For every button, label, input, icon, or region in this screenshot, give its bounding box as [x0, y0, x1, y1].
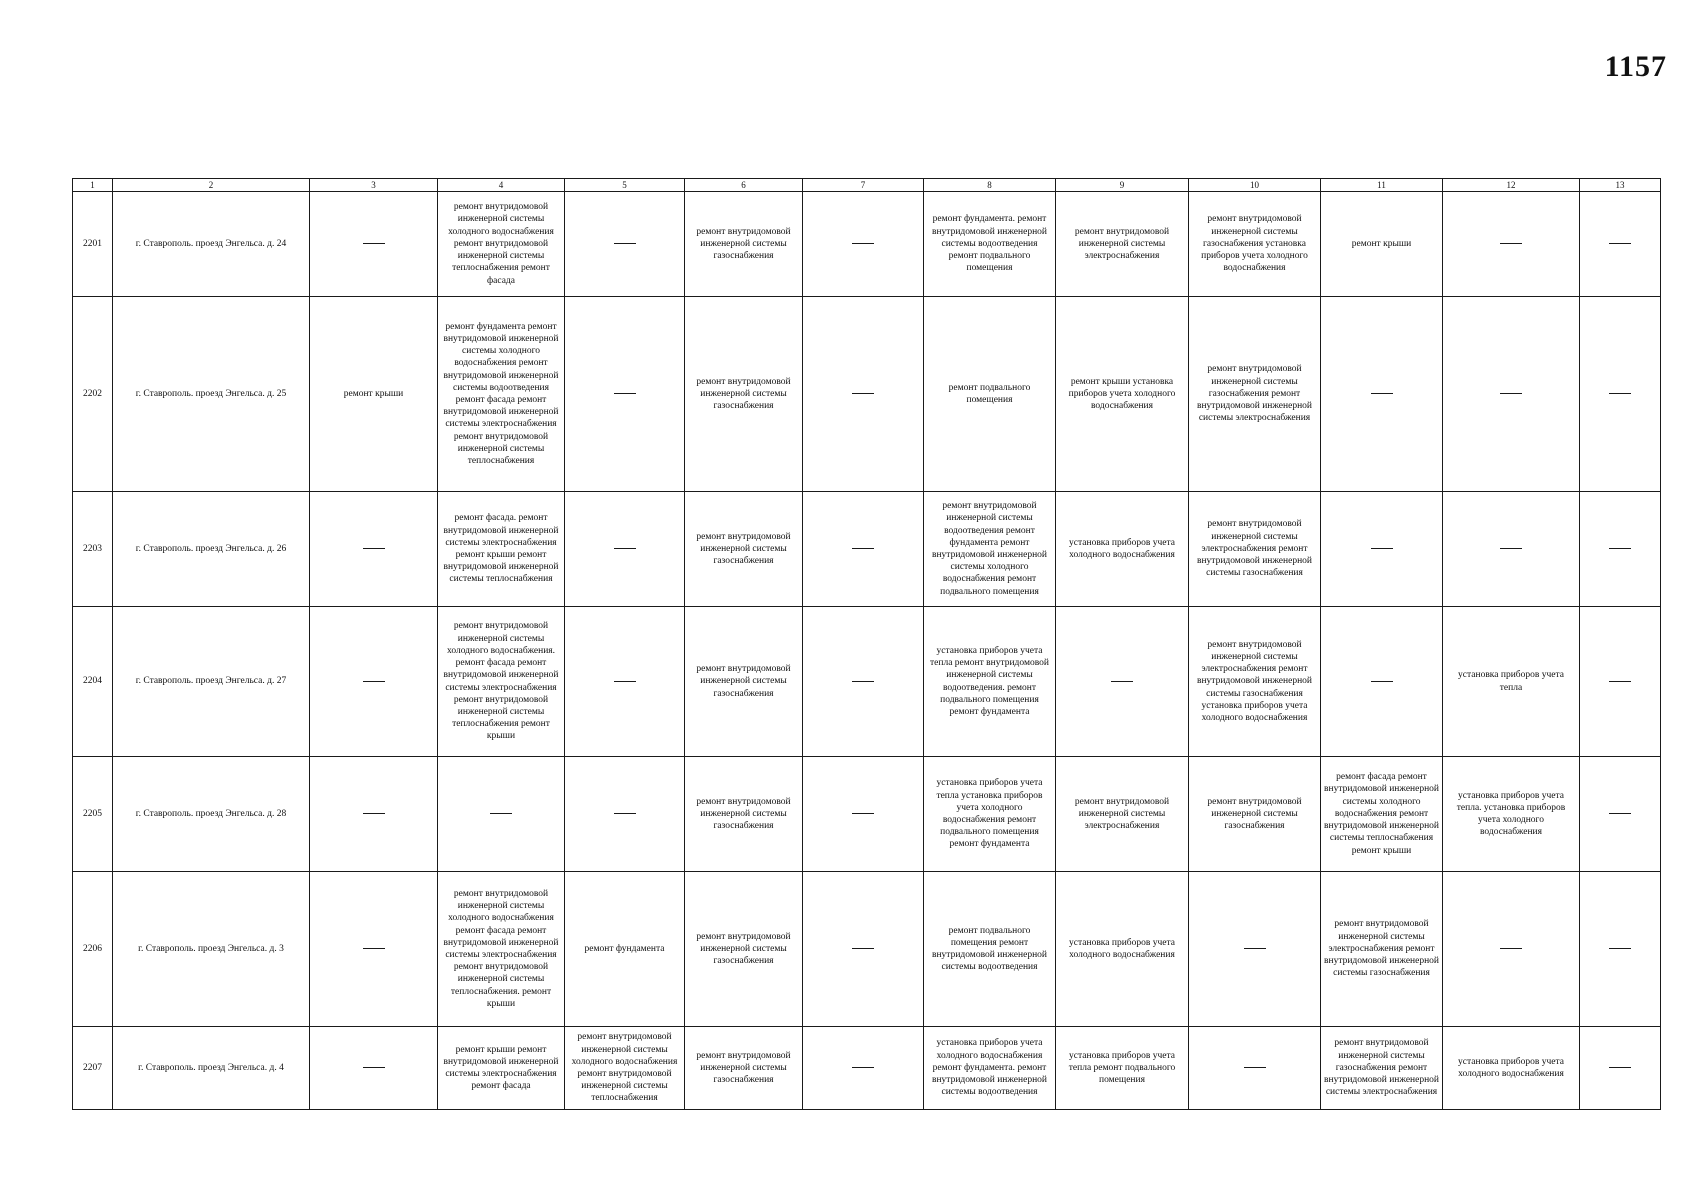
address-cell: г. Ставрополь. проезд Энгельса. д. 26 [113, 492, 310, 607]
empty-cell [310, 492, 438, 607]
work-type-cell: ремонт внутридомовой инженерной системы электроснабжения [1056, 757, 1189, 872]
work-type-cell: ремонт фундамента [565, 872, 685, 1027]
column-number-2: 2 [113, 179, 310, 192]
empty-cell [565, 757, 685, 872]
empty-cell [1321, 297, 1443, 492]
page-number: 1157 [1604, 50, 1667, 83]
dash-mark [614, 243, 636, 244]
empty-cell [565, 607, 685, 757]
address-cell: г. Ставрополь. проезд Энгельса. д. 27 [113, 607, 310, 757]
empty-cell [1580, 492, 1661, 607]
column-number-6: 6 [685, 179, 803, 192]
table-row [73, 607, 1661, 757]
table-row [73, 872, 1661, 1027]
work-type-cell: ремонт внутридомовой инженерной системы газоснабжения [685, 1027, 803, 1110]
work-type-cell: ремонт фасада. ремонт внутридомовой инженерной системы электроснабжения ремонт крыши ремонт внутридомовой инженерной системы теплоснабжения [438, 492, 565, 607]
empty-cell [310, 872, 438, 1027]
dash-mark [1609, 548, 1631, 549]
column-number-13: 13 [1580, 179, 1661, 192]
empty-cell [803, 297, 924, 492]
row-number: 2204 [73, 607, 113, 757]
work-type-cell: ремонт внутридомовой инженерной системы газоснабжения [1189, 757, 1321, 872]
empty-cell [1580, 607, 1661, 757]
empty-cell [1443, 192, 1580, 297]
dash-mark [852, 813, 874, 814]
column-number-row [73, 179, 1661, 192]
empty-cell [803, 492, 924, 607]
work-type-cell: ремонт внутридомовой инженерной системы газоснабжения ремонт внутридомовой инженерной системы электроснабжения [1321, 1027, 1443, 1110]
work-type-cell: ремонт фундамента ремонт внутридомовой инженерной системы холодного водоснабжения ремонт внутридомовой инженерной системы водоотведения ремонт фасада ремонт внутридомовой инженерной системы электроснабжения ремонт внутридомовой инженерной системы теплоснабжения [438, 297, 565, 492]
dash-mark [1500, 548, 1522, 549]
row-number: 2205 [73, 757, 113, 872]
work-type-cell: ремонт внутридомовой инженерной системы газоснабжения [685, 492, 803, 607]
dash-mark [852, 243, 874, 244]
dash-mark [1609, 681, 1631, 682]
work-type-cell: установка приборов учета тепла [1443, 607, 1580, 757]
column-number-10: 10 [1189, 179, 1321, 192]
empty-cell [310, 192, 438, 297]
dash-mark [1609, 948, 1631, 949]
dash-mark [614, 393, 636, 394]
row-number: 2203 [73, 492, 113, 607]
dash-mark [852, 393, 874, 394]
work-type-cell: ремонт внутридомовой инженерной системы холодного водоснабжения ремонт внутридомовой инженерной системы теплоснабжения [565, 1027, 685, 1110]
row-number: 2202 [73, 297, 113, 492]
column-number-3: 3 [310, 179, 438, 192]
dash-mark [363, 243, 385, 244]
dash-mark [363, 1067, 385, 1068]
address-cell: г. Ставрополь. проезд Энгельса. д. 25 [113, 297, 310, 492]
dash-mark [490, 813, 512, 814]
dash-mark [852, 1067, 874, 1068]
work-type-cell: ремонт внутридомовой инженерной системы газоснабжения [685, 192, 803, 297]
column-number-9: 9 [1056, 179, 1189, 192]
work-type-cell: ремонт крыши установка приборов учета холодного водоснабжения [1056, 297, 1189, 492]
dash-mark [1244, 1067, 1266, 1068]
dash-mark [363, 813, 385, 814]
work-type-cell: ремонт внутридомовой инженерной системы газоснабжения [685, 872, 803, 1027]
dash-mark [1609, 393, 1631, 394]
work-type-cell: установка приборов учета холодного водоснабжения ремонт фундамента. ремонт внутридомовой инженерной системы водоотведения [924, 1027, 1056, 1110]
document-sheet [72, 178, 1660, 1110]
work-type-cell: ремонт крыши ремонт внутридомовой инженерной системы электроснабжения ремонт фасада [438, 1027, 565, 1110]
dash-mark [363, 548, 385, 549]
dash-mark [1371, 681, 1393, 682]
table-row [73, 192, 1661, 297]
work-type-cell: установка приборов учета тепла ремонт внутридомовой инженерной системы водоотведения. ремонт подвального помещения ремонт фундамента [924, 607, 1056, 757]
table-row [73, 757, 1661, 872]
address-cell: г. Ставрополь. проезд Энгельса. д. 3 [113, 872, 310, 1027]
dash-mark [1111, 681, 1133, 682]
empty-cell [565, 297, 685, 492]
empty-cell [1443, 872, 1580, 1027]
dash-mark [1609, 243, 1631, 244]
work-type-cell: ремонт подвального помещения [924, 297, 1056, 492]
work-type-cell: ремонт внутридомовой инженерной системы газоснабжения ремонт внутридомовой инженерной системы электроснабжения [1189, 297, 1321, 492]
work-type-cell: ремонт внутридомовой инженерной системы холодного водоснабжения ремонт внутридомовой инженерной системы теплоснабжения ремонт фасада [438, 192, 565, 297]
work-type-cell: установка приборов учета холодного водоснабжения [1056, 872, 1189, 1027]
column-number-8: 8 [924, 179, 1056, 192]
empty-cell [803, 872, 924, 1027]
work-type-cell: ремонт внутридомовой инженерной системы холодного водоснабжения ремонт фасада ремонт внутридомовой инженерной системы электроснабжения ремонт внутридомовой инженерной системы теплоснабжения. ремонт крыши [438, 872, 565, 1027]
empty-cell [1580, 297, 1661, 492]
dash-mark [852, 548, 874, 549]
dash-mark [614, 548, 636, 549]
empty-cell [1580, 192, 1661, 297]
empty-cell [803, 1027, 924, 1110]
empty-cell [1580, 872, 1661, 1027]
empty-cell [565, 192, 685, 297]
empty-cell [803, 192, 924, 297]
column-number-11: 11 [1321, 179, 1443, 192]
table-row [73, 297, 1661, 492]
address-cell: г. Ставрополь. проезд Энгельса. д. 24 [113, 192, 310, 297]
work-type-cell: установка приборов учета тепла. установка приборов учета холодного водоснабжения [1443, 757, 1580, 872]
work-type-cell: ремонт фундамента. ремонт внутридомовой инженерной системы водоотведения ремонт подвального помещения [924, 192, 1056, 297]
empty-cell [803, 757, 924, 872]
work-type-cell: установка приборов учета тепла ремонт подвального помещения [1056, 1027, 1189, 1110]
column-number-1: 1 [73, 179, 113, 192]
empty-cell [1443, 297, 1580, 492]
dash-mark [614, 813, 636, 814]
row-number: 2206 [73, 872, 113, 1027]
empty-cell [1321, 492, 1443, 607]
work-type-cell: ремонт крыши [1321, 192, 1443, 297]
dash-mark [614, 681, 636, 682]
empty-cell [1580, 1027, 1661, 1110]
dash-mark [363, 948, 385, 949]
dash-mark [1500, 393, 1522, 394]
dash-mark [1500, 948, 1522, 949]
repair-schedule-table [72, 178, 1661, 1110]
work-type-cell: ремонт внутридомовой инженерной системы электроснабжения ремонт внутридомовой инженерной системы газоснабжения [1189, 492, 1321, 607]
work-type-cell: ремонт внутридомовой инженерной системы холодного водоснабжения. ремонт фасада ремонт внутридомовой инженерной системы электроснабжения ремонт внутридомовой инженерной системы теплоснабжения ремонт крыши [438, 607, 565, 757]
table-body [73, 192, 1661, 1110]
address-cell: г. Ставрополь. проезд Энгельса. д. 4 [113, 1027, 310, 1110]
empty-cell [438, 757, 565, 872]
table-row [73, 1027, 1661, 1110]
dash-mark [1500, 243, 1522, 244]
column-number-12: 12 [1443, 179, 1580, 192]
work-type-cell: ремонт внутридомовой инженерной системы газоснабжения установка приборов учета холодного водоснабжения [1189, 192, 1321, 297]
empty-cell [1443, 492, 1580, 607]
column-number-7: 7 [803, 179, 924, 192]
dash-mark [363, 681, 385, 682]
work-type-cell: ремонт внутридомовой инженерной системы газоснабжения [685, 297, 803, 492]
empty-cell [1189, 872, 1321, 1027]
dash-mark [852, 681, 874, 682]
work-type-cell: ремонт внутридомовой инженерной системы водоотведения ремонт фундамента ремонт внутридомовой инженерной системы холодного водоснабжения ремонт подвального помещения [924, 492, 1056, 607]
work-type-cell: ремонт внутридомовой инженерной системы электроснабжения ремонт внутридомовой инженерной системы газоснабжения установка приборов учета холодного водоснабжения [1189, 607, 1321, 757]
empty-cell [803, 607, 924, 757]
address-cell: г. Ставрополь. проезд Энгельса. д. 28 [113, 757, 310, 872]
row-number: 2207 [73, 1027, 113, 1110]
empty-cell [310, 607, 438, 757]
work-type-cell: установка приборов учета тепла установка приборов учета холодного водоснабжения ремонт подвального помещения ремонт фундамента [924, 757, 1056, 872]
dash-mark [1609, 1067, 1631, 1068]
table-row [73, 492, 1661, 607]
dash-mark [1244, 948, 1266, 949]
empty-cell [1189, 1027, 1321, 1110]
work-type-cell: ремонт крыши [310, 297, 438, 492]
work-type-cell: ремонт внутридомовой инженерной системы газоснабжения [685, 607, 803, 757]
work-type-cell: установка приборов учета холодного водоснабжения [1443, 1027, 1580, 1110]
column-number-5: 5 [565, 179, 685, 192]
work-type-cell: ремонт подвального помещения ремонт внутридомовой инженерной системы водоотведения [924, 872, 1056, 1027]
work-type-cell: ремонт фасада ремонт внутридомовой инженерной системы холодного водоснабжения ремонт внутридомовой инженерной системы теплоснабжения ремонт крыши [1321, 757, 1443, 872]
dash-mark [852, 948, 874, 949]
column-number-4: 4 [438, 179, 565, 192]
empty-cell [310, 757, 438, 872]
empty-cell [565, 492, 685, 607]
dash-mark [1371, 393, 1393, 394]
work-type-cell: ремонт внутридомовой инженерной системы электроснабжения [1056, 192, 1189, 297]
empty-cell [1580, 757, 1661, 872]
dash-mark [1371, 548, 1393, 549]
empty-cell [1056, 607, 1189, 757]
dash-mark [1609, 813, 1631, 814]
empty-cell [1321, 607, 1443, 757]
work-type-cell: установка приборов учета холодного водоснабжения [1056, 492, 1189, 607]
empty-cell [310, 1027, 438, 1110]
work-type-cell: ремонт внутридомовой инженерной системы электроснабжения ремонт внутридомовой инженерной системы газоснабжения [1321, 872, 1443, 1027]
row-number: 2201 [73, 192, 113, 297]
work-type-cell: ремонт внутридомовой инженерной системы газоснабжения [685, 757, 803, 872]
